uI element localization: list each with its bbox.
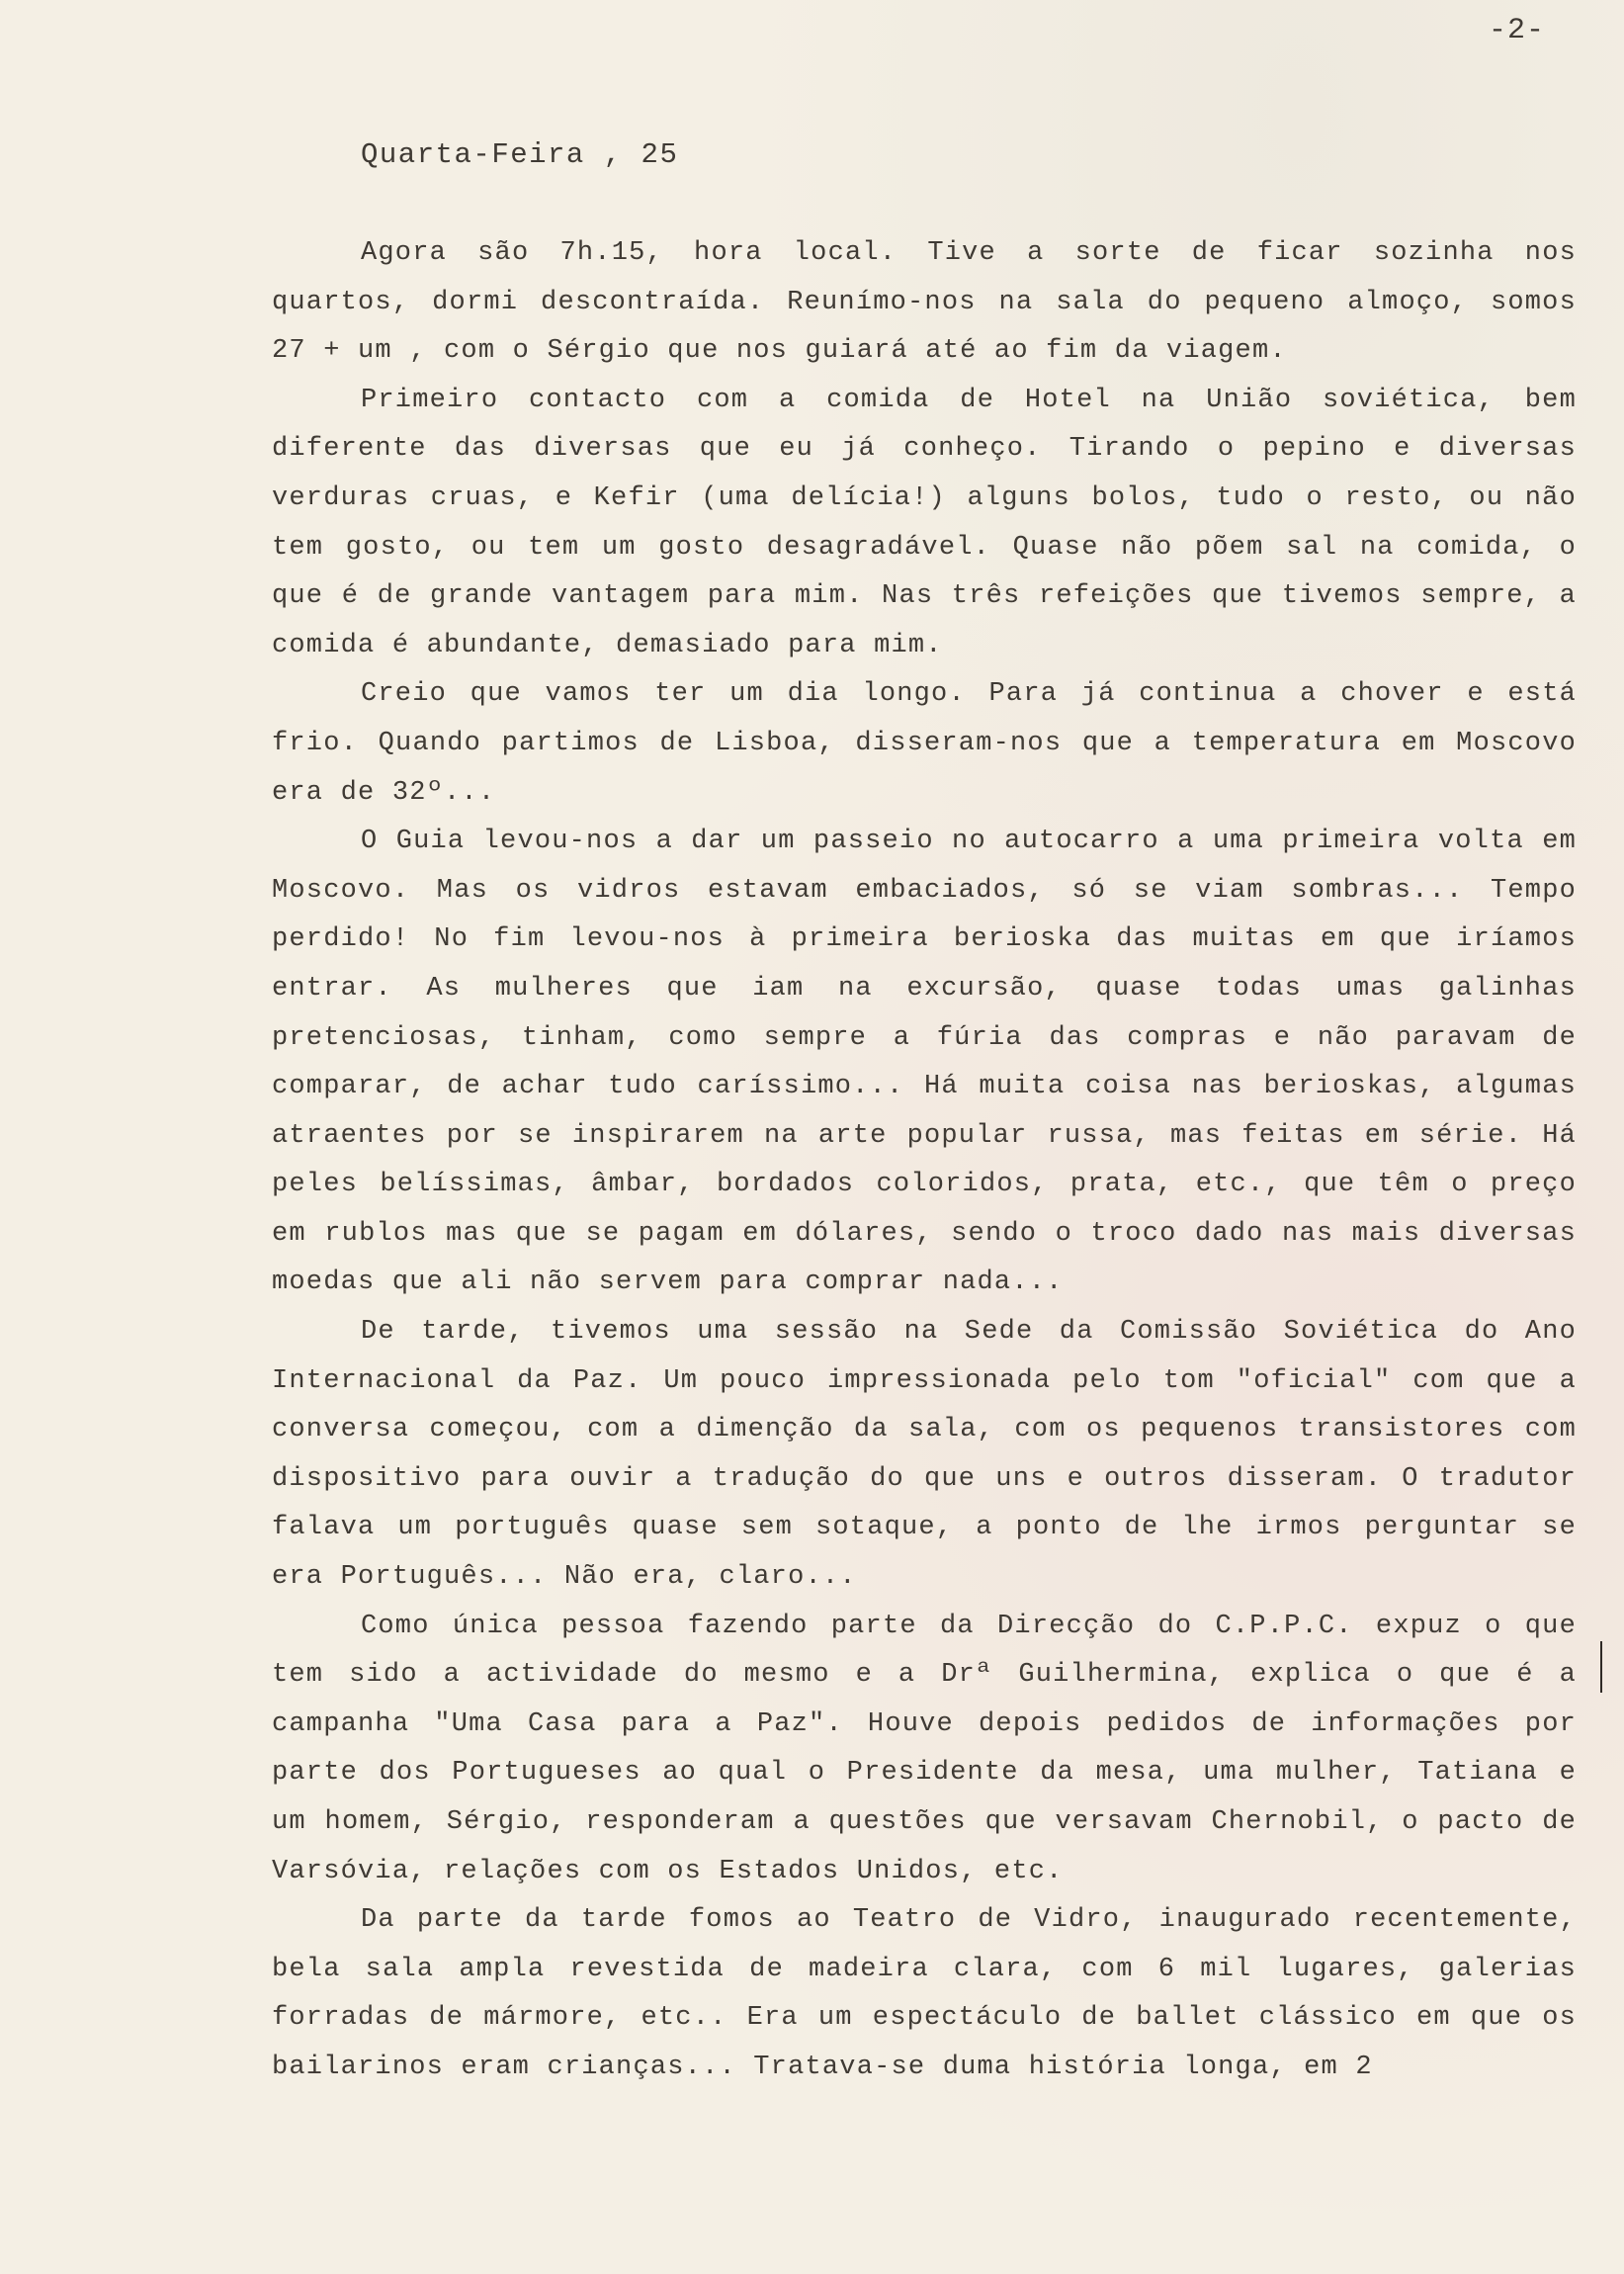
paragraph-breakfast: Agora são 7h.15, hora local. Tive a sorte de ficar sozinha nos quartos, dormi descontraída. Reunímo-nos na sala do pequeno almoço, somos 27 + um , com o Sérgio que nos guiará até ao fim da viagem.: [272, 238, 1577, 367]
paragraph-food: Primeiro contacto com a comida de Hotel na União soviética, bem diferente das diversas que eu já conheço. Tirando o pepino e diversas verduras cruas, e Kefir (uma delícia!) alguns bolos, tudo o resto, ou não tem gosto, ou tem um gosto desagradável. Quase não põem sal na comida, o que é de grande vantagem para mim. Nas três refeições que tivemos sempre, a comida é abundante, demasiado para mim.: [272, 385, 1577, 660]
paragraph-tour-berioska: O Guia levou-nos a dar um passeio no autocarro a uma primeira volta em Moscovo. Mas os vidros estavam embaciados, só se viam sombras... Tempo perdido! No fim levou-nos à primeira berioska das muitas em que iríamos entrar. As mulheres que iam na excursão, quase todas umas galinhas pretenciosas, tinham, como sempre a fúria das compras e não paravam de comparar, de achar tudo caríssimo... Há muita coisa nas berioskas, algumas atraentes por se inspirarem na arte popular russa, mas feitas em série. Há peles belíssimas, âmbar, bordados coloridos, prata, etc., que têm o preço em rublos mas que se pagam em dólares, sendo o troco dado nas mais diversas moedas que ali não servem para comprar nada...: [272, 827, 1577, 1298]
diary-body: [272, 229, 1577, 2093]
paragraph-peace-commission: De tarde, tivemos uma sessão na Sede da Comissão Soviética do Ano Internacional da Paz. Um pouco impressionada pelo tom "oficial" com que a conversa começou, com a dimenção da sala, com os pequenos transistores com dispositivo para ouvir a tradução do que uns e outros disseram. O tradutor falava um português quase sem sotaque, a ponto de lhe irmos perguntar se era Português... Não era, claro...: [272, 1317, 1577, 1593]
margin-mark: [1600, 1641, 1602, 1693]
paragraph-weather: Creio que vamos ter um dia longo. Para já continua a chover e está frio. Quando partimos de Lisboa, disseram-nos que a temperatura em Moscovo era de 32º...: [272, 679, 1577, 808]
paragraph-glass-theatre: Da parte da tarde fomos ao Teatro de Vidro, inaugurado recentemente, bela sala ampla revestida de madeira clara, com 6 mil lugares, galerias forradas de mármore, etc.. Era um espectáculo de ballet clássico em que os bailarinos eram crianças... Tratava-se duma história longa, em 2: [272, 1905, 1577, 2082]
paragraph-cppc-presentation: Como única pessoa fazendo parte da Direcção do C.P.P.C. expuz o que tem sido a actividade do mesmo e a Drª Guilhermina, explica o que é a campanha "Uma Casa para a Paz". Houve depois pedidos de informações por parte dos Portugueses ao qual o Presidente da mesa, uma mulher, Tatiana e um homem, Sérgio, responderam a questões que versavam Chernobil, o pacto de Varsóvia, relações com os Estados Unidos, etc.: [272, 1611, 1577, 1886]
page-number: -2-: [1488, 14, 1545, 47]
diary-date-heading: Quarta-Feira , 25: [361, 138, 679, 171]
